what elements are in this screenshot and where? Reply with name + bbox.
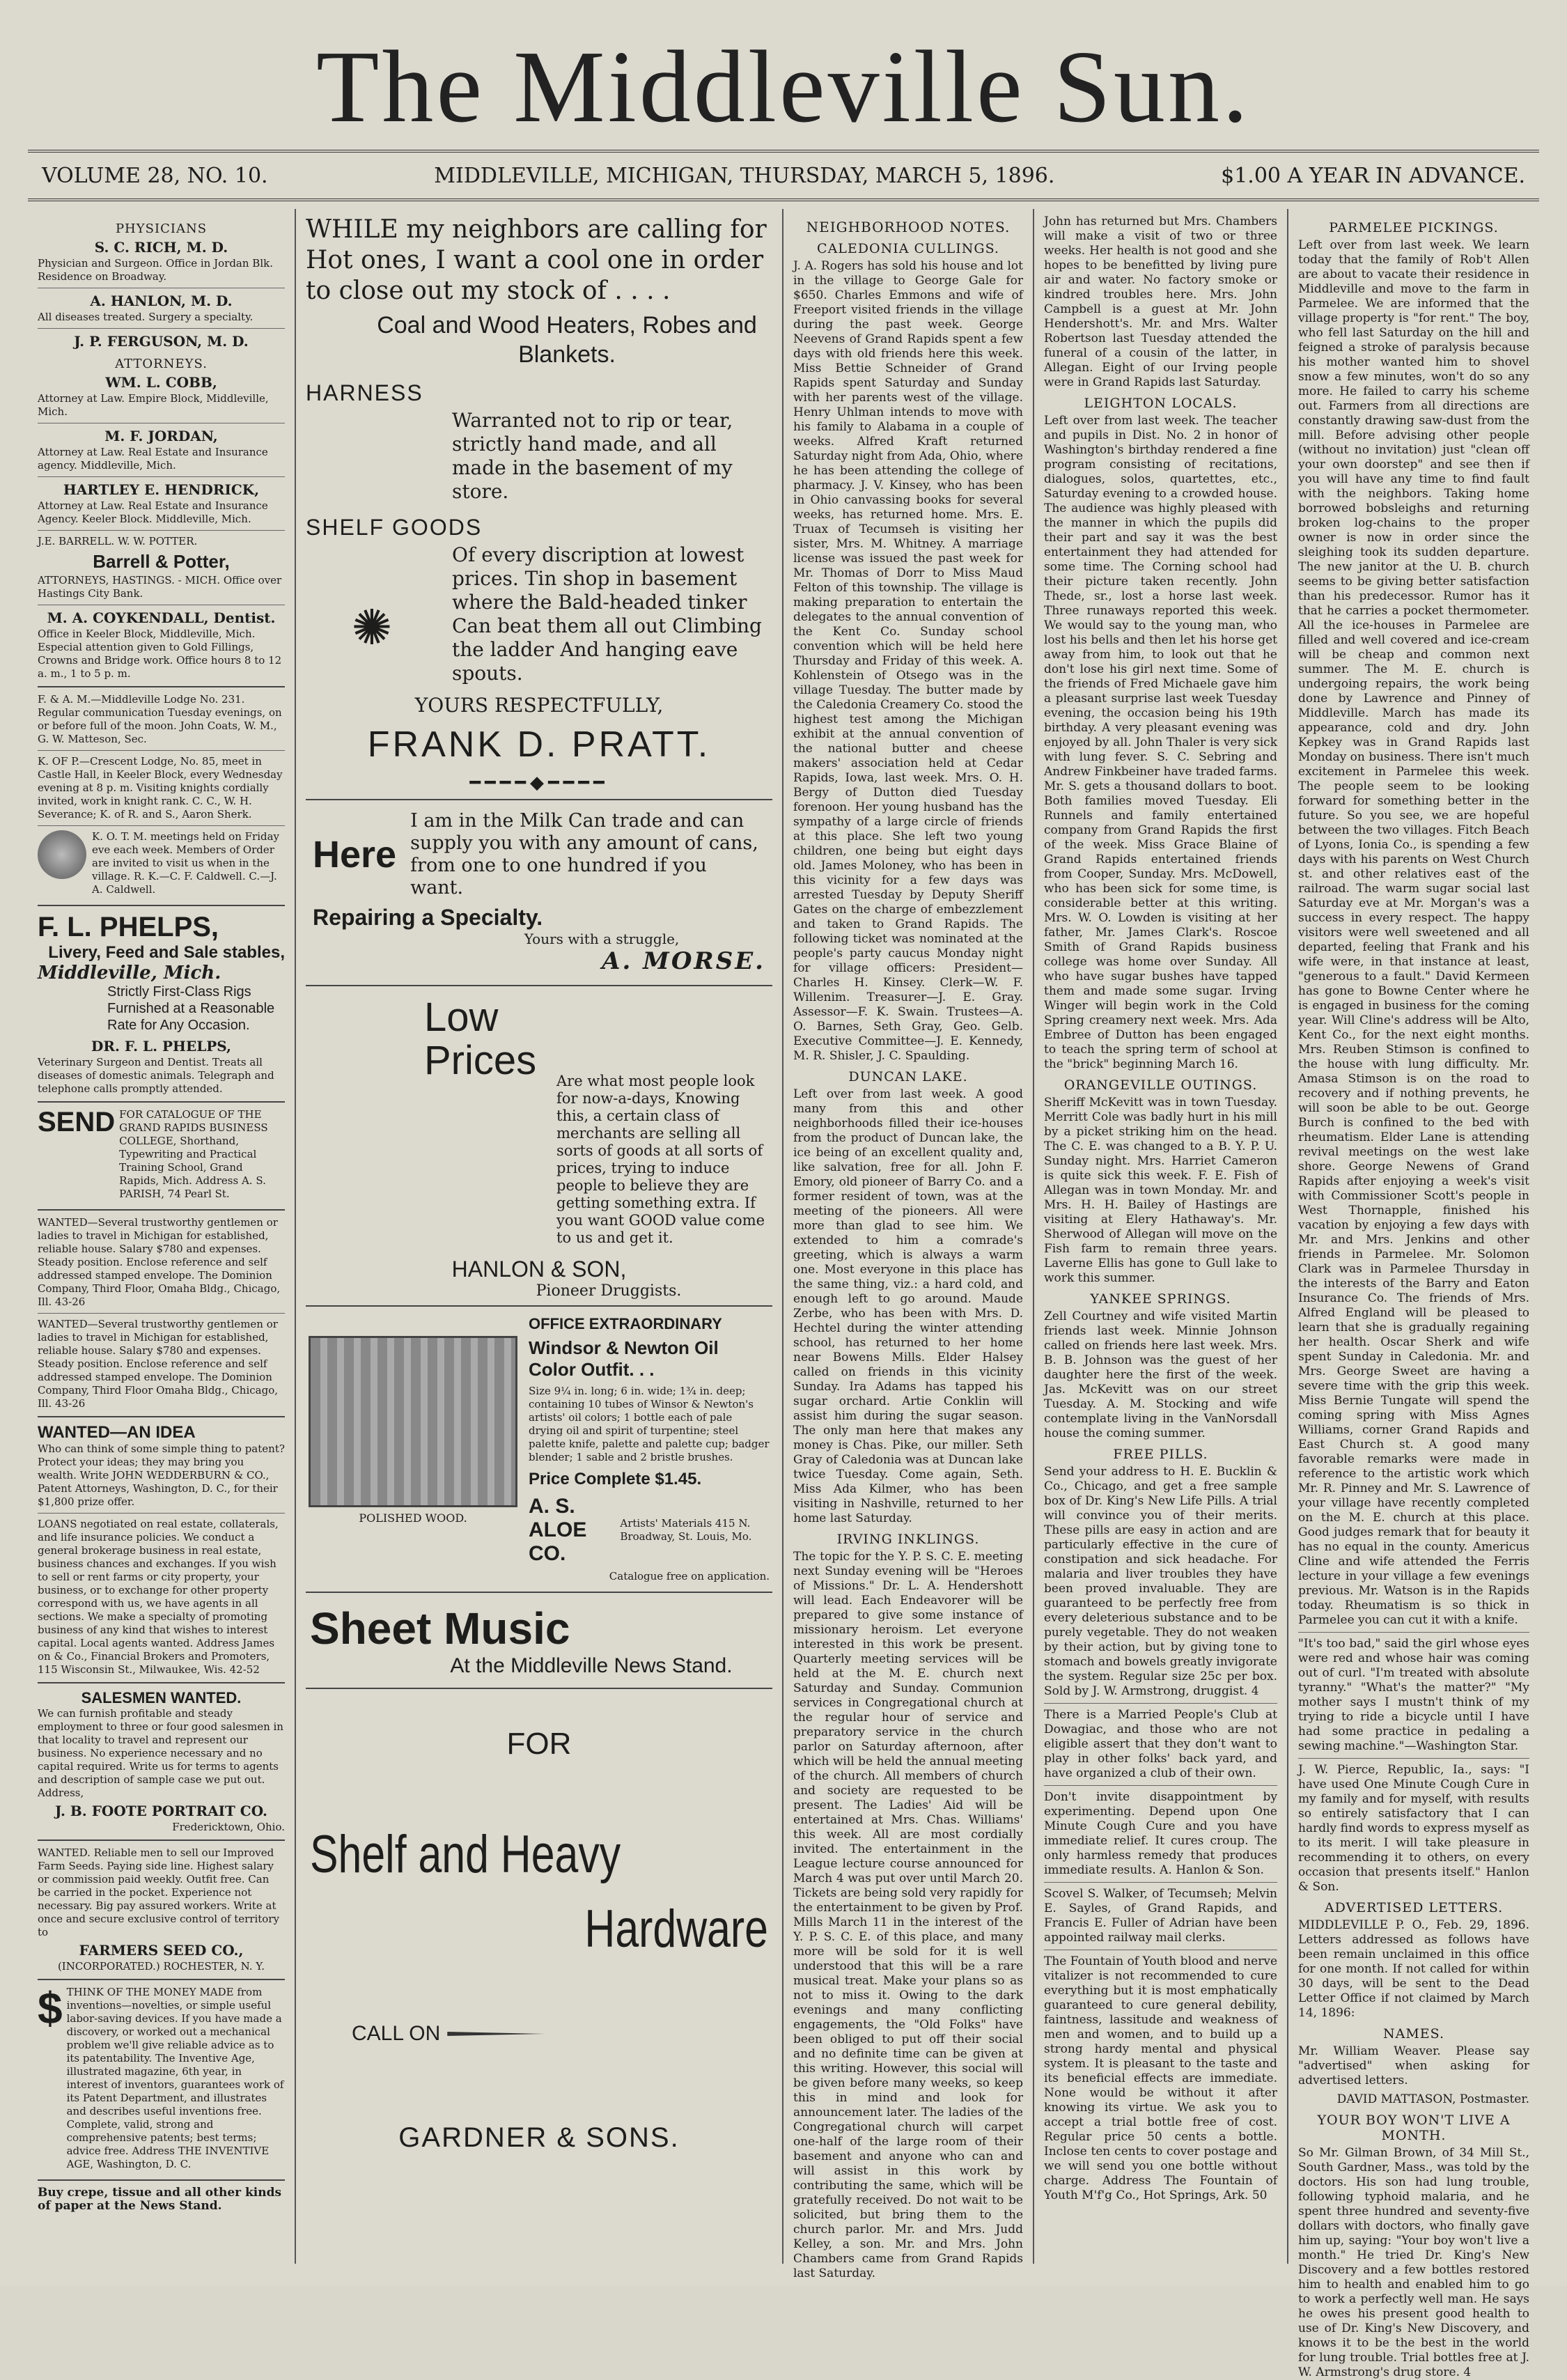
- idea-heading: WANTED—AN IDEA: [38, 1423, 196, 1442]
- farmers-town: (INCORPORATED.) ROCHESTER, N. Y.: [57, 1960, 265, 1973]
- cobb-name: WM. L. COBB,: [105, 374, 217, 391]
- yours-struggle: Yours with a struggle,: [524, 931, 680, 947]
- names-heading: NAMES.: [1382, 2026, 1445, 2041]
- subscription-price: $1.00 A YEAR IN ADVANCE.: [1221, 163, 1525, 188]
- cough-cure-text: Don't invite disappointment by experimenting. Depend upon One Minute Cough Cure and you have immediate relief. It cures croup. The only harmless remedy that produces immediate results. A. Hanlon & Son.: [1044, 1790, 1277, 1877]
- column-neighborhood-1: [784, 209, 1034, 2280]
- pratt-lead: WHILE my neighbors are calling for Hot ones, I want a cool one in order to close out my stock of . . . .: [306, 215, 767, 305]
- money-ad: [38, 1983, 285, 2174]
- send-heading: SEND: [38, 1107, 116, 1137]
- lodge-masons: F. & A. M.—Middleville Lodge No. 231. Regular communication Tuesday evenings, on or before full of the moon. John Coats, W. M., G. W. Matteson, Sec.: [38, 693, 282, 745]
- yankee-text: Zell Courtney and wife visited Martin friends last week. Minnie Johnson called on friends here last week. Mrs. B. B. Johnson was the guest of her daughter here the first of the week. Jas. McKevitt was on our street Tuesday. A. M. Stocking and wife contemplate living in the VanNorsdall house the coming summer.: [1044, 1309, 1277, 1440]
- arrow-icon: [447, 2032, 545, 2036]
- physicians-heading: PHYSICIANS: [115, 221, 208, 236]
- coykendall-name: M. A. COYKENDALL, Dentist.: [47, 609, 276, 626]
- maccabees-emblem-icon: [38, 830, 86, 879]
- lodge-maccabees-text: K. O. T. M. meetings held on Friday eve each week. Members of Order are invited to visit us when in the village. R. K.—C. F. Caldwell. C.—J. A. Caldwell.: [92, 830, 280, 896]
- hanlon-son: HANLON & SON,: [451, 1257, 627, 1282]
- hanlon-text: All diseases treated. Surgery a specialty.: [38, 311, 254, 323]
- aloe-address: Artists' Materials 415 N. Broadway, St. Louis, Mo.: [620, 1517, 752, 1543]
- hendrick-text: Attorney at Law. Real Estate and Insurance Agency. Keeler Block. Middleville, Mich.: [38, 499, 268, 525]
- hanlon-ad: [306, 992, 772, 1251]
- price-complete: Price Complete $1.45.: [529, 1470, 702, 1488]
- morse-ad: [306, 806, 772, 979]
- hardware: Hardware: [584, 1899, 768, 1959]
- irving-text: The topic for the Y. P. S. C. E. meeting next Sunday evening will be "Heroes of Missions." Dr. L. A. Hendershott will lead. Each Endeavorer will be prepared to give some instance of missionary heroism. Let everyone interested in this work be present. Quarterly meeting services will be held at the M. E. church next Saturday and Sunday. Communion services in Congregational church at the regular hour of service and preparatory service in the church parlor on Saturday afternoon, after which will be held the annual meeting of the church. All members of church and society are requested to be present. The Ladies' Aid will be entertained at Mrs. Chas. Williams' this week. All are most cordially invited. The entertainment in the League lecture course announced for March 4 was put over until March 20. Tickets are being sold very rapidly for the entertainment to be given by Prof. Mills March 11 in the interest of the Y. P. S. C. E. of this place, and many more will be sold for it is well understood that this will be a rare musical treat. Make your plans so as not to miss it. Owing to the dark evenings and many conflicting engagements, the "Old Folks" have been obliged to put off their social and no definite time can be given at this writing. However, this social will be given before many weeks, so keep this in mind and look for announcement later. The ladies of the Congregational church will carpet one-half of the large room of their basement and anyone who can and will assist in this work by contributing the same, which will be gratefully received. Do not wait to be solicited, but bring them to the church parlor. Mr. and Mrs. Judd Kelley, a son. Mr. and Mrs. John Chambers came from Grand Rapids last Saturday.: [793, 1550, 1023, 2280]
- ferguson-name: J. P. FERGUSON, M. D.: [74, 333, 249, 350]
- phelps-name: F. L. PHELPS,: [38, 912, 219, 942]
- pratt-name: FRANK D. PRATT.: [367, 724, 711, 765]
- dateline: [28, 153, 1539, 201]
- gardner-sons: GARDNER & SONS.: [398, 2122, 680, 2153]
- gardner-ad: [306, 1695, 772, 2158]
- caledonia-heading: CALEDONIA CULLINGS.: [817, 241, 999, 256]
- parmelee-heading: PARMELEE PICKINGS.: [1329, 220, 1499, 235]
- harness-text: Warranted not to rip or tear, strictly hand made, and all made in the basement of my store.: [452, 409, 733, 503]
- column-ads: [296, 209, 784, 2264]
- duncan-heading: DUNCAN LAKE.: [848, 1069, 968, 1084]
- mail-clerks-text: Scovel S. Walker, of Tecumseh; Melvin E. Sayles, of Grand Rapids, and Francis E. Fuller of Adrian have been appointed railway mail clerks.: [1044, 1887, 1277, 1945]
- orangeville-heading: ORANGEVILLE OUTINGS.: [1063, 1078, 1258, 1093]
- paint-box-icon: [309, 1336, 517, 1507]
- boy-text: So Mr. Gilman Brown, of 34 Mill St., South Gardner, Mass., was told by the doctors. His son had lung trouble, following typhoid malaria, and he spent three hundred and seventy-five dollars with doctors, who finally gave him up, saying: "Your boy won't live a month." He tried Dr. King's New Discovery and a few bottles restored him to health and enabled him to go to work a perfectly well man. He says he owes his present good health to use of Dr. King's New Discovery, and knows it to be the best in the world for lung trouble. Trial bottles free at J. W. Armstrong's drug store. 4: [1298, 2146, 1529, 2379]
- shelf-heavy: Shelf and Heavy: [310, 1825, 621, 1884]
- dollar-sign-icon: $: [38, 1983, 63, 2033]
- office-heading: OFFICE EXTRAORDINARY: [529, 1315, 722, 1332]
- pratt-items: Coal and Wood Heaters, Robes and Blankets.: [377, 312, 757, 368]
- caledonia-text: J. A. Rogers has sold his house and lot in the village to George Gale for $650. Charles Emmons and wife of Freeport visited friends in the village during the past week. George Neevens of Grand Rapids spent a few days with old friends here this week. Miss Bettie Schneider of Grand Rapids spent Saturday and Sunday with her parents west of the village. Henry Uhlman intends to move with his family to Alabama in a couple of weeks. Alfred Kraft returned Saturday night from Ada, Ohio, where he has been attending the college of pharmacy. J. V. Kinsey, who has been in Ohio canvassing books for several weeks, has returned home. Mrs. E. Truax of Tecumseh is visiting her sister, Mrs. M. Whitney. A marriage license was issued the past week for Mr. Thomas of Dorr to Miss Maud Felton of this township. The village is making preparation to entertain the delegates to the annual convention of the Kent Co. Sunday school convention which will be held here Thursday and Friday of this week. A. Kohlenstein of Otsego was in the village Tuesday. The butter made by the Caledonia Creamery Co. stood the highest test among the Michigan exhibit at the annual convention of the national butter and cheese makers' association held at Cedar Rapids, Iowa, last week. Mrs. O. H. Bergy of Dutton died Tuesday forenoon. Her young husband has the sympathy of a large circle of friends at this place. She left two young children, one being but eight days old. James Moloney, who has been in this vicinity for a few days was arrested Tuesday by Deputy Sheriff Gates on the charge of embezzlement and taken to Grand Rapids. The following ticket was nominated at the people's party caucus Monday night for village officers: President—Charles H. Kinsey. Clerk—W. F. Willenim. Treasurer—J. E. Gray. Assessor—F. K. Swain. Trustees—A. O. Barnes, Seth Gray, Geo. Gelb. Executive Committee—J. E. Kennedy, M. R. Shisler, J. C. Spaulding.: [793, 259, 1023, 1063]
- drphelps-name: DR. F. L. PHELPS,: [91, 1038, 231, 1055]
- foote-name: J. B. FOOTE PORTRAIT CO.: [55, 1803, 267, 1819]
- farmers-wanted: WANTED. Reliable men to sell our Improved Farm Seeds. Paying side line. Highest salary or commission paid weekly. Outfit free. Can be carried in the pocket. Experience not necessary. Big pay assured workers. Write at once and secure exclusive control of territory to: [38, 1846, 279, 1938]
- shelf-goods-heading: SHELF GOODS: [306, 515, 483, 540]
- morse-signature: A. MORSE.: [602, 947, 765, 975]
- barrell-text: ATTORNEYS, HASTINGS. - MICH. Office over Hastings City Bank.: [38, 574, 282, 600]
- winsor-text: Size 9¼ in. long; 6 in. wide; 1¾ in. deep; containing 10 tubes of Winsor & Newton's artists' oil colors; 1 bottle each of pale drying oil and spirit of turpentine; steel palette knife, palette and palette cup; badger blender; 1 sable and 2 bristle brushes.: [529, 1385, 770, 1463]
- barrell-line: J.E. BARRELL. W. W. POTTER.: [38, 535, 198, 547]
- winsor-heading: Windsor & Newton Oil Color Outfit. . .: [529, 1337, 719, 1380]
- harness-heading: HARNESS: [306, 380, 423, 405]
- column-neighborhood-2: [1034, 209, 1288, 2264]
- for-word: FOR: [506, 1727, 572, 1761]
- send-text: FOR CATALOGUE OF THE GRAND RAPIDS BUSINESS COLLEGE, Shorthand, Typewriting and Practical Training School, Grand Rapids, Mich. Address A. S. PARISH, 74 Pearl St.: [119, 1108, 268, 1200]
- sheet-music-ad: [306, 1599, 772, 1682]
- money-text: THINK OF THE MONEY MADE from inventions—novelties, or simple useful labor-saving devices. If you have made a discovery, or worked out a mechanical problem we'll give reliable advice as to its patentability. The Inventive Age, illustrated magazine, 6th year, in interest of inventors, guarantees work of its Patent Department, and illustrates and describes useful inventions free. Complete, valid, strong and comprehensive patents; best terms; advice free. Address THE INVENTIVE AGE, Washington, D. C.: [66, 1986, 284, 2170]
- lodge-maccabees: [38, 830, 285, 899]
- yours-respectfully: YOURS RESPECTFULLY,: [414, 694, 664, 717]
- ornament-divider-icon: ━━━━◆━━━━: [469, 772, 609, 793]
- idea-text: Who can think of some simple thing to patent? Protect your ideas; they may bring you wealth. Write JOHN WEDDERBURN & CO., Patent Attorneys, Washington, D. C., for their $1,800 prize offer.: [38, 1442, 285, 1508]
- jordan-name: M. F. JORDAN,: [104, 428, 218, 444]
- low-prices-text: Are what most people look for now-a-days, Knowing this, a certain class of merchants are selling all sorts of goods at all sorts of prices, trying to induce people to believe they are getting something extra. If you want GOOD value come to us and get it.: [556, 1073, 765, 1246]
- shelf-goods-text: Of every discription at lowest prices. Tin shop in basement where the Bald-headed tinker Can beat them all out Climbing the ladder And hanging eave spouts.: [452, 543, 762, 685]
- here-word: Here: [313, 834, 397, 876]
- orangeville-text: Sheriff McKevitt was in town Tuesday. Merritt Cole was badly hurt in his mill by a picket striking him on the head. The C. E. was changed to a B. Y. P. U. Sunday night. Mrs. Harriet Cameron is quite sick this week. F. E. Fish of Allegan was in town Monday. Mr. and Mrs. H. H. Bailey of Hastings are visiting at Elery Hathaway's. Mr. Sherwood of Allegan will move on the Fish farm to remain three years. Laverne Ellis has gone to Gull lake to work this summer.: [1044, 1096, 1277, 1285]
- married-club-text: There is a Married People's Club at Dowagiac, and those who are not eligible assert that they don't want to play in other folks' back yard, and have organized a club of their own.: [1044, 1708, 1277, 1780]
- polished-wood: POLISHED WOOD.: [359, 1511, 467, 1525]
- yankee-heading: YANKEE SPRINGS.: [1090, 1291, 1231, 1307]
- drphelps-text: Veterinary Surgeon and Dentist. Treats all diseases of domestic animals. Telegraph and telephone calls promptly attended.: [38, 1056, 274, 1095]
- volume-number: VOLUME 28, NO. 10.: [42, 163, 268, 188]
- leighton-heading: LEIGHTON LOCALS.: [1084, 396, 1238, 411]
- lodge-pythias: K. OF P.—Crescent Lodge, No. 85, meet in Castle Hall, in Keeler Block, every Wednesday evening at 8 p. m. Visiting knights cordially invited, work in knight rank. C. C., W. H. Severance; K. of R. and S., Aaron Sherk.: [38, 755, 283, 820]
- salesmen-heading: SALESMEN WANTED.: [81, 1689, 242, 1706]
- pioneer-druggists: Pioneer Druggists.: [536, 1282, 682, 1300]
- farmers-name: FARMERS SEED CO.,: [79, 1942, 244, 1959]
- irving-heading: IRVING INKLINGS.: [836, 1532, 980, 1547]
- place-date: MIDDLEVILLE, MICHIGAN, THURSDAY, MARCH 5, 1896.: [434, 163, 1055, 188]
- barrell-name: Barrell & Potter,: [93, 551, 230, 572]
- salesmen-text: We can furnish profitable and steady employment to three or four good salesmen in that locality to travel and represent our business. No experience necessary and no capital required. Write us for terms to agents and description of sample case we put out. Address,: [38, 1707, 283, 1799]
- columns: [28, 209, 1539, 2379]
- sheet-music-heading: Sheet Music: [310, 1603, 570, 1654]
- send-ad: [38, 1108, 285, 1204]
- phelps-text: Strictly First-Class Rigs Furnished at a Reasonable Rate for Any Occasion.: [107, 984, 275, 1033]
- shelf-goods-block: [306, 543, 772, 685]
- parmelee-text: Left over from last week. We learn today that the family of Rob't Allen are about to vacate their residence in Middleville and move to the farm in Parmelee. We are informed that the village property is "for rent." The boy, who fell last Saturday on the hill and feigned a stroke of paralysis because his mother wanted him to shovel snow a few minutes, won't do so any more. He failed to carry his scheme out. Farmers from all directions are constantly drawing saw-dust from the mill. Before advising other people (without no invitation) just "clean off your own doorstep" and see then if you will have any time to find fault with the neighbors. Taking home borrowed bobsleighs and returning broken log-chains to the proper owner is now in order since the sleighing took its sudden departure. The new janitor at the U. B. church seems to be giving better satisfaction than his predecessor. Rumor has it that he carries a pocket thermometer. All the ice-houses in Parmelee are filled and well covered and ice-cream will be cheap and common next summer. The M. E. church is undergoing repairs, the work being done by Lawrence and Pinney of Middleville. March has made its appearance, cold and dry. John Kepkey was in Grand Rapids last Monday on business. There isn't much excitement in Parmelee this week. The people seem to be looking forward for something better in the future. So you see, we are hopeful between the two villages. Fitch Beach of Lyons, Ionia Co., is spending a few days with his parents on West Church st. and other relatives east of the railroad. The warm sugar social last Saturday eve at Mr. Morgan's was a success in every respect. The happy visitors were well sweetened and all departed, feeling that Frank and his wife were, in that instance at least, "generous to a fault." David Kermeen has gone to Bowne Center where he is engaged in business for the coming year. Will Cline's address will be Alto, Kent Co., for the next eight months. Mrs. Reuben Stimson is confined to the house with lung difficulty. Mr. Amasa Stimson is on the road to recovery and if nothing prevents, he will soon be able to be out. George Burch is confined to the bed with rheumatism. Elder Lane is attending revival meetings on the west lake shore. George Newens of Grand Rapids after enjoying a week's visit with Commissioner Scott's people in West Thornapple, finished his vacation by enjoying a few days with Mr. and Mrs. Jenkins and other friends in Parmelee. Mr. Solomon Clark was in Parmelee Thursday in the interests of the Barry and Eaton Insurance Co. The friends of Mrs. Alfred England will be pleased to learn that she is gradually regaining her health. Oscar Sherk and wife spent Sunday in Caledonia. Mr. and Mrs. George Sweet are having a severe time with the grip this week. Miss Bernie Tungate will spend the coming spring with Miss Agnes Williams, corner Grand Rapids and East Church st. A good many favorable remarks were made in reference to the artistic work which Mr. R. Pinney and Mr. S. Lawrence of your village have recently completed on the M. E. church at this place. Good judges remark that for beauty it has no equal in the county. Americus Cline and wife attended the Ferris lecture in your village a few evenings previous. Mr. Watson is in the Rapids today. Rheumatism is so thick in Parmelee you can cut it with a knife.: [1298, 238, 1529, 1627]
- postmaster: DAVID MATTASON, Postmaster.: [1336, 2092, 1529, 2106]
- names-text: Mr. William Weaver. Please say "advertised" when asking for advertised letters.: [1298, 2044, 1529, 2087]
- rich-text: Physician and Surgeon. Office in Jordan Blk. Residence on Broadway.: [38, 257, 273, 283]
- here-text: I am in the Milk Can trade and can supply you with any amount of cans, from one to one hundred if you want.: [410, 810, 758, 899]
- repairing-specialty: Repairing a Specialty.: [313, 905, 543, 930]
- hanlon-name: A. HANLON, M. D.: [90, 293, 233, 309]
- pratt-ad: [306, 215, 772, 793]
- column-directory: [28, 209, 296, 2264]
- boy-heading: YOUR BOY WON'T LIVE A MONTH.: [1317, 2113, 1511, 2143]
- crepe-text: Buy crepe, tissue and all other kinds of paper at the News Stand.: [38, 2186, 282, 2213]
- too-bad-text: "It's too bad," said the girl whose eyes were red and whose hair was coming out of curl. "I'm treated with absolute tyranny." "What's the matter?" "My mother says I mustn't think of my trying to ride a bicycle until I have had some practice in pedaling a sewing machine."—Washington Star.: [1298, 1637, 1529, 1753]
- sheet-music-sub: At the Middleville News Stand.: [450, 1654, 733, 1677]
- masthead-title: The Middleville Sun.: [28, 28, 1539, 153]
- aloe-ad: [306, 1312, 772, 1586]
- irving-continued: John has returned but Mrs. Chambers will make a visit of two or three weeks. Her health is not good and she hopes to be benefitted by living pure air and water. No factory smoke or kindred troubles here. Mrs. John Campbell is a guest at Mr. John Hendershott's. Mr. and Mrs. Walter Robertson last Tuesday attended the funeral of a cousin of the latter, in Allegan. Eight of our Irving people were in Grand Rapids last Saturday.: [1044, 215, 1277, 389]
- free-pills-heading: FREE PILLS.: [1113, 1447, 1208, 1462]
- neighborhood-heading: NEIGHBORHOOD NOTES.: [806, 219, 1011, 235]
- column-neighborhood-3: [1288, 209, 1539, 2379]
- catalogue-free: Catalogue free on application.: [609, 1570, 770, 1582]
- coykendall-text: Office in Keeler Block, Middleville, Mich. Especial attention given to Gold Fillings, Crowns and Bridge work. Office hours 8 to 12 a. m., 1 to 5 p. m.: [38, 628, 282, 680]
- foote-town: Fredericktown, Ohio.: [172, 1821, 285, 1833]
- rich-name: S. C. RICH, M. D.: [94, 239, 228, 256]
- letters-heading: ADVERTISED LETTERS.: [1324, 1900, 1504, 1915]
- starburst-icon: ✺: [351, 599, 393, 656]
- call-on: CALL ON: [352, 2022, 441, 2045]
- aloe-name: A. S. ALOE CO.: [529, 1495, 587, 1565]
- phelps-town: Middleville, Mich.: [38, 963, 221, 983]
- fountain-youth-text: The Fountain of Youth blood and nerve vitalizer is not recommended to cure everything but it is most emphatically guaranteed to cure general debility, faintness, lassitude and weakness of men and women, and to build up a strong hardy mental and physical system. It is pleasant to the taste and its beneficial effects are immediate. None would be without it after knowing its virtue. We ask you to accept a trial bottle free of cost. Regular price 50 cents a bottle. Inclose ten cents to cover postage and we will send you one bottle without charge. Address The Fountain of Youth M'f'g Co., Hot Springs, Ark. 50: [1044, 1954, 1277, 2202]
- loans-text: LOANS negotiated on real estate, collaterals, and life insurance policies. We conduct a general brokerage business in real estate, business chances and exchanges. If you wish to sell or rent farms or city property, your business, or to exchange for other property correspond with us, we have agents in all sections. We make a specialty of promoting business of any kind that wishes to interest capital. Local agents wanted. Address James on & Co., Financial Brokers and Promoters, 115 Wisconsin St., Milwaukee, Wis. 42-52: [38, 1518, 279, 1676]
- free-pills-text: Send your address to H. E. Bucklin & Co., Chicago, and get a free sample box of Dr. King's New Life Pills. A trial will convince you of their merits. These pills are easy in action and are particularly effective in the cure of constipation and sick headache. For malaria and liver troubles they have been proved invaluable. They are guaranteed to be perfectly free from every deleterious substance and to be purely vegetable. They do not weaken by their action, but by giving tone to stomach and bowels greatly invigorate the system. Regular size 25c per box. Sold by J. W. Armstrong, druggist. 4: [1044, 1465, 1277, 1698]
- duncan-text: Left over from last week. A good many from this and other neighborhoods filled their ice-houses from the product of Duncan lake, the ice being of an excellent quality and, like salvation, free for all. John F. Emory, old pioneer of Barry Co. and a former resident of town, was at the meeting of the pioneers. All were more than glad to see him. We extended to him a comrade's greeting, which is always a warm one. Most everyone in this place has the same thing, viz.: a hard cold, and enough left to go around. Maude Zerbe, who has been with Mrs. D. Hechtel during the winter attending school, has returned to her home near Bowens Mills. Elder Halsey called on friends in this vicinity Sunday. Ira Adams has tapped his sugar orchard. Artie Conklin will assist him during the sugar season. The only man here that makes any money is Chas. Pike, our miller. Seth Gray of Caledonia was at Duncan lake twice Tuesday. Come again, Seth. Miss Ada Kilmer, who has been visiting in Nashville, returned to her home last Saturday.: [793, 1087, 1023, 1525]
- low-prices-heading: Low Prices: [424, 995, 537, 1083]
- jordan-text: Attorney at Law. Real Estate and Insurance agency. Middleville, Mich.: [38, 446, 268, 472]
- wanted-ad-2: WANTED—Several trustworthy gentlemen or ladies to travel in Michigan for established, reliable house. Salary $780 and expenses. Steady position. Enclose reference and self addressed stamped envelope. The Dominion Company, Third Floor Omaha Bldg., Chicago, Ill. 43-26: [38, 1318, 279, 1410]
- phelps-sub: Livery, Feed and Sale stables,: [48, 943, 285, 962]
- letters-text: MIDDLEVILLE P. O., Feb. 29, 1896. Letters addressed as follows have been remain unclaimed in this office for one month. If not called for within 30 days, will be sent to the Dead Letter Office if not claimed by March 14, 1896:: [1298, 1918, 1529, 2020]
- cobb-text: Attorney at Law. Empire Block, Middleville, Mich.: [38, 392, 269, 418]
- attorneys-heading: ATTORNEYS.: [115, 357, 208, 371]
- pierce-text: J. W. Pierce, Republic, Ia., says: "I have used One Minute Cough Cure in my family and for myself, with results so entirely satisfactory that I can hardly find words to express myself as to its merit. I will take pleasure in recommending it to others, on every occasion that presents itself." Hanlon & Son.: [1298, 1763, 1529, 1894]
- hendrick-name: HARTLEY E. HENDRICK,: [63, 481, 260, 498]
- wanted-ad-1: WANTED—Several trustworthy gentlemen or ladies to travel in Michigan for established, reliable house. Salary $780 and expenses. Steady position. Enclose reference and self addressed stamped envelope. The Dominion Company, Third Floor, Omaha Bldg., Chicago, Ill. 43-26: [38, 1216, 281, 1308]
- leighton-text: Left over from last week. The teacher and pupils in Dist. No. 2 in honor of Washington's birthday rendered a fine program consisting of recitations, dialogues, solos, quartettes, etc., Saturday evening to a crowded house. The audience was highly pleased with the manner in which the pupils did their part and say it was the best entertainment they had attended for some time. The Corning school had their picture taken recently. John Thede, sr., lost a horse last week. Three runaways reported this week. We would say to the young man, who lost his bells and then let his horse get away from him, to look out that he don't lose his girl next time. Some of the friends of Fred Michaele gave him a pleasant surprise last week Tuesday evening, the occasion being his 19th birthday. A very pleasant evening was enjoyed by all. John Thaler is very sick with lung fever. S. C. Sebring and Andrew Finkbeiner have traded farms. Mr. S. gets a thousand dollars to boot. Both families moved Tuesday. Eli Runnels and family entertained company from Grand Rapids the first of the week. Miss Grace Blaine of Grand Rapids entertained friends from Cooper, Sunday. Mrs. McDowell, who has been sick for some time, is considerable better at this writing. Mrs. W. O. Lowden is visiting at her father, Mr. James Clark's. Roscoe Smith of Grand Rapids business college was home over Sunday. All who have sugar bushes have tapped them and made some sugar. Irving Winger will begin work in the Cold Spring creamery next week. Mrs. Ada Embree of Dutton has been engaged to teach the spring term of school at the "brick" beginning March 16.: [1044, 414, 1277, 1071]
